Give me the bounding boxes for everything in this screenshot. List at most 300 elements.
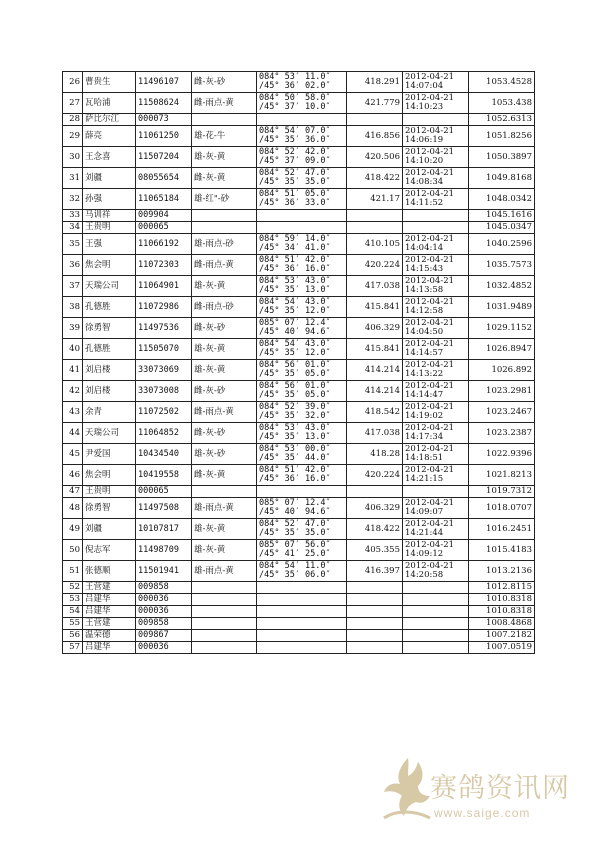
ring-number-cell: 11072986 (136, 297, 192, 318)
latitude-text: /45° 35′ 36.0″ (259, 135, 331, 145)
rank-cell: 40 (63, 339, 83, 360)
speed-cell: 1018.0707 (469, 498, 535, 519)
watermark (378, 752, 578, 832)
pigeon-description-cell: 雄-雨点-黄 (192, 561, 257, 582)
ring-number-cell: 08055654 (136, 168, 192, 189)
arrival-time-cell (403, 147, 469, 168)
pigeon-description-cell: 雄-红"-砂 (192, 189, 257, 210)
speed-cell: 1023.2387 (469, 423, 535, 444)
pigeon-description-cell: 雄-灰-黄 (192, 540, 257, 561)
coordinates-cell (257, 642, 347, 654)
rank-cell: 57 (63, 642, 83, 654)
latitude-text: /45° 35′ 32.0″ (259, 411, 331, 421)
pigeon-description-cell: 雌-灰-砂 (192, 423, 257, 444)
longitude-text: 084° 54′ 11.0″ (259, 561, 331, 571)
latitude-text: /45° 35′ 06.0″ (259, 570, 331, 580)
speed-cell: 1008.4868 (469, 618, 535, 630)
ring-number-cell: 11072303 (136, 255, 192, 276)
pigeon-description-cell: 雌-灰-黄 (192, 465, 257, 486)
arrival-time-cell (403, 540, 469, 561)
arrival-time-cell (403, 582, 469, 594)
distance-cell: 418.422 (347, 168, 403, 189)
table-row (63, 93, 535, 114)
distance-cell (347, 618, 403, 630)
pigeon-description-cell: 雄-灰-黄 (192, 276, 257, 297)
latitude-text: /45° 36′ 16.0″ (259, 474, 331, 484)
arrival-clock-text: 14:13:58 (405, 285, 444, 295)
table-row (63, 318, 535, 339)
name-cell: 薛亮 (83, 126, 136, 147)
arrival-clock-text: 14:14:47 (405, 390, 444, 400)
table-row (63, 381, 535, 402)
latitude-text: /45° 36′ 16.0″ (259, 264, 331, 274)
arrival-time-cell (403, 318, 469, 339)
coordinates-cell (257, 444, 347, 465)
name-cell: 孔德胜 (83, 339, 136, 360)
speed-cell: 1040.2596 (469, 234, 535, 255)
ring-number-cell: 000073 (136, 114, 192, 126)
distance-cell: 420.224 (347, 465, 403, 486)
name-cell: 王营建 (83, 582, 136, 594)
speed-cell: 1032.4852 (469, 276, 535, 297)
arrival-clock-text: 14:10:20 (405, 156, 444, 166)
name-cell: 吕建华 (83, 606, 136, 618)
pigeon-description-cell: 雌-灰-砂 (192, 72, 257, 93)
ring-number-cell: 009867 (136, 630, 192, 642)
arrival-date-text: 2012-04-21 (405, 402, 455, 412)
arrival-clock-text: 14:15:43 (405, 264, 444, 274)
table-row (63, 72, 535, 93)
speed-cell: 1050.3897 (469, 147, 535, 168)
name-cell: 萨比尔江 (83, 114, 136, 126)
distance-cell (347, 210, 403, 222)
rank-cell: 54 (63, 606, 83, 618)
speed-cell: 1052.6313 (469, 114, 535, 126)
arrival-time-cell (403, 486, 469, 498)
distance-cell: 417.038 (347, 276, 403, 297)
table-row (63, 360, 535, 381)
arrival-time-cell (403, 498, 469, 519)
distance-cell: 418.542 (347, 402, 403, 423)
arrival-clock-text: 14:09:12 (405, 549, 444, 559)
name-cell: 温荣德 (83, 630, 136, 642)
pigeon-description-cell (192, 114, 257, 126)
name-cell: 倪志军 (83, 540, 136, 561)
speed-cell: 1045.1616 (469, 210, 535, 222)
latitude-text: /45° 36′ 02.0″ (259, 81, 331, 91)
arrival-date-text: 2012-04-21 (405, 234, 455, 244)
results-table (62, 71, 535, 654)
arrival-time-cell (403, 423, 469, 444)
longitude-text: 084° 52′ 42.0″ (259, 147, 331, 157)
rank-cell: 37 (63, 276, 83, 297)
rank-cell: 47 (63, 486, 83, 498)
name-cell: 尹爱国 (83, 444, 136, 465)
arrival-clock-text: 14:17:34 (405, 432, 444, 442)
coordinates-cell (257, 234, 347, 255)
latitude-text: /45° 35′ 05.0″ (259, 369, 331, 379)
arrival-clock-text: 14:09:07 (405, 507, 444, 517)
pigeon-description-cell: 雄-灰-砂 (192, 444, 257, 465)
ring-number-cell: 11497508 (136, 498, 192, 519)
arrival-clock-text: 14:13:22 (405, 369, 444, 379)
arrival-clock-text: 14:08:34 (405, 177, 444, 187)
pigeon-description-cell: 雌-雨点-黄 (192, 402, 257, 423)
ring-number-cell: 10434540 (136, 444, 192, 465)
distance-cell (347, 222, 403, 234)
name-cell: 天瑞公司 (83, 276, 136, 297)
rank-cell: 41 (63, 360, 83, 381)
speed-cell: 1026.892 (469, 360, 535, 381)
pigeon-description-cell (192, 594, 257, 606)
arrival-time-cell (403, 222, 469, 234)
ring-number-cell: 000036 (136, 642, 192, 654)
coordinates-cell (257, 561, 347, 582)
arrival-date-text: 2012-04-21 (405, 255, 455, 265)
name-cell: 徐勇智 (83, 318, 136, 339)
pigeon-description-cell: 雌-雨点-砂 (192, 297, 257, 318)
ring-number-cell: 009858 (136, 582, 192, 594)
arrival-clock-text: 14:04:14 (405, 243, 444, 253)
arrival-time-cell (403, 339, 469, 360)
ring-number-cell: 000065 (136, 486, 192, 498)
rank-cell: 52 (63, 582, 83, 594)
distance-cell: 406.329 (347, 318, 403, 339)
latitude-text: /45° 35′ 13.0″ (259, 432, 331, 442)
arrival-clock-text: 14:10:23 (405, 102, 444, 112)
distance-cell: 421.779 (347, 93, 403, 114)
table-row (63, 168, 535, 189)
longitude-text: 084° 52′ 39.0″ (259, 402, 331, 412)
ring-number-cell: 11065184 (136, 189, 192, 210)
coordinates-cell (257, 276, 347, 297)
pigeon-description-cell: 雄-雨点-黄 (192, 498, 257, 519)
rank-cell: 45 (63, 444, 83, 465)
ring-number-cell: 11064901 (136, 276, 192, 297)
arrival-time-cell (403, 606, 469, 618)
rank-cell: 46 (63, 465, 83, 486)
coordinates-cell (257, 147, 347, 168)
longitude-text: 084° 52′ 47.0″ (259, 519, 331, 529)
latitude-text: /45° 35′ 35.0″ (259, 528, 331, 538)
table-row (63, 594, 535, 606)
arrival-date-text: 2012-04-21 (405, 297, 455, 307)
coordinates-cell (257, 519, 347, 540)
longitude-text: 084° 54′ 43.0″ (259, 339, 331, 349)
arrival-time-cell (403, 114, 469, 126)
table-row (63, 222, 535, 234)
table-row (63, 465, 535, 486)
distance-cell: 420.224 (347, 255, 403, 276)
coordinates-cell (257, 381, 347, 402)
arrival-clock-text: 14:20:58 (405, 570, 444, 580)
ring-number-cell: 11505070 (136, 339, 192, 360)
latitude-text: /45° 35′ 35.0″ (259, 177, 331, 187)
speed-cell: 1010.8318 (469, 606, 535, 618)
rank-cell: 29 (63, 126, 83, 147)
pigeon-description-cell (192, 630, 257, 642)
speed-cell: 1007.2182 (469, 630, 535, 642)
name-cell: 王念喜 (83, 147, 136, 168)
distance-cell: 421.17 (347, 189, 403, 210)
arrival-time-cell (403, 465, 469, 486)
latitude-text: /45° 36′ 33.0″ (259, 198, 331, 208)
latitude-text: /45° 41′ 25.0″ (259, 549, 331, 559)
distance-cell: 416.856 (347, 126, 403, 147)
arrival-date-text: 2012-04-21 (405, 498, 455, 508)
arrival-time-cell (403, 189, 469, 210)
ring-number-cell: 009858 (136, 618, 192, 630)
coordinates-cell (257, 630, 347, 642)
pigeon-description-cell (192, 642, 257, 654)
arrival-time-cell (403, 234, 469, 255)
speed-cell: 1022.9396 (469, 444, 535, 465)
rank-cell: 53 (63, 594, 83, 606)
pigeon-description-cell: 雌-雨点-黄 (192, 255, 257, 276)
ring-number-cell: 33073069 (136, 360, 192, 381)
pigeon-description-cell (192, 210, 257, 222)
arrival-clock-text: 14:19:02 (405, 411, 444, 421)
pigeon-description-cell: 雄-灰-黄 (192, 519, 257, 540)
ring-number-cell: 11507204 (136, 147, 192, 168)
pigeon-description-cell: 雌-灰-黄 (192, 168, 257, 189)
table-row (63, 519, 535, 540)
name-cell: 徐勇智 (83, 498, 136, 519)
table-row (63, 486, 535, 498)
longitude-text: 084° 53′ 11.0″ (259, 72, 331, 82)
distance-cell (347, 594, 403, 606)
table-row (63, 402, 535, 423)
coordinates-cell (257, 93, 347, 114)
coordinates-cell (257, 582, 347, 594)
name-cell: 孔德胜 (83, 297, 136, 318)
latitude-text: /45° 35′ 05.0″ (259, 390, 331, 400)
rank-cell: 32 (63, 189, 83, 210)
coordinates-cell (257, 210, 347, 222)
coordinates-cell (257, 606, 347, 618)
name-cell: 焦会明 (83, 465, 136, 486)
arrival-time-cell (403, 561, 469, 582)
arrival-clock-text: 14:14:57 (405, 348, 444, 358)
distance-cell: 418.28 (347, 444, 403, 465)
latitude-text: /45° 35′ 13.0″ (259, 285, 331, 295)
table-row (63, 582, 535, 594)
arrival-time-cell (403, 594, 469, 606)
arrival-date-text: 2012-04-21 (405, 276, 455, 286)
pigeon-description-cell: 雄-灰-黄 (192, 360, 257, 381)
distance-cell: 414.214 (347, 360, 403, 381)
arrival-time-cell (403, 297, 469, 318)
rank-cell: 28 (63, 114, 83, 126)
longitude-text: 084° 51′ 42.0″ (259, 255, 331, 265)
rank-cell: 49 (63, 519, 83, 540)
coordinates-cell (257, 255, 347, 276)
coordinates-cell (257, 126, 347, 147)
ring-number-cell: 11497536 (136, 318, 192, 339)
arrival-time-cell (403, 444, 469, 465)
latitude-text: /45° 35′ 44.0″ (259, 453, 331, 463)
speed-cell: 1029.1152 (469, 318, 535, 339)
rank-cell: 35 (63, 234, 83, 255)
coordinates-cell (257, 168, 347, 189)
arrival-date-text: 2012-04-21 (405, 318, 455, 328)
longitude-text: 084° 51′ 05.0″ (259, 189, 331, 199)
longitude-text: 085° 07′ 12.4″ (259, 318, 331, 328)
name-cell: 王强 (83, 234, 136, 255)
arrival-date-text: 2012-04-21 (405, 72, 455, 82)
name-cell: 吕建华 (83, 642, 136, 654)
ring-number-cell: 11496107 (136, 72, 192, 93)
longitude-text: 084° 51′ 42.0″ (259, 465, 331, 475)
results-table-body (63, 72, 535, 654)
name-cell: 刘启楼 (83, 381, 136, 402)
table-row (63, 297, 535, 318)
coordinates-cell (257, 189, 347, 210)
distance-cell: 420.506 (347, 147, 403, 168)
rank-cell: 43 (63, 402, 83, 423)
ring-number-cell: 11072502 (136, 402, 192, 423)
arrival-clock-text: 14:18:51 (405, 453, 444, 463)
speed-cell: 1021.8213 (469, 465, 535, 486)
speed-cell: 1049.8168 (469, 168, 535, 189)
speed-cell: 1019.7312 (469, 486, 535, 498)
distance-cell: 416.397 (347, 561, 403, 582)
arrival-time-cell (403, 210, 469, 222)
table-row (63, 561, 535, 582)
table-row (63, 210, 535, 222)
longitude-text: 084° 56′ 01.0″ (259, 360, 331, 370)
coordinates-cell (257, 465, 347, 486)
arrival-date-text: 2012-04-21 (405, 168, 455, 178)
distance-cell: 417.038 (347, 423, 403, 444)
arrival-time-cell (403, 126, 469, 147)
speed-cell: 1045.0347 (469, 222, 535, 234)
ring-number-cell: 11066192 (136, 234, 192, 255)
name-cell: 孙强 (83, 189, 136, 210)
speed-cell: 1015.4183 (469, 540, 535, 561)
arrival-date-text: 2012-04-21 (405, 126, 455, 136)
pigeon-description-cell (192, 618, 257, 630)
arrival-time-cell (403, 276, 469, 297)
ring-number-cell: 009904 (136, 210, 192, 222)
coordinates-cell (257, 486, 347, 498)
arrival-clock-text: 14:06:19 (405, 135, 444, 145)
rank-cell: 39 (63, 318, 83, 339)
distance-cell (347, 630, 403, 642)
arrival-time-cell (403, 381, 469, 402)
latitude-text: /45° 35′ 12.0″ (259, 306, 331, 316)
latitude-text: /45° 34′ 41.0″ (259, 243, 331, 253)
pigeon-description-cell (192, 606, 257, 618)
rank-cell: 27 (63, 93, 83, 114)
distance-cell: 418.291 (347, 72, 403, 93)
rank-cell: 42 (63, 381, 83, 402)
latitude-text: /45° 37′ 09.0″ (259, 156, 331, 166)
coordinates-cell (257, 360, 347, 381)
watermark-title: 赛鸽资讯网 (430, 773, 570, 804)
speed-cell: 1053.438 (469, 93, 535, 114)
speed-cell: 1031.9489 (469, 297, 535, 318)
pigeon-description-cell (192, 222, 257, 234)
speed-cell: 1053.4528 (469, 72, 535, 93)
pigeon-description-cell: 雌-灰-砂 (192, 381, 257, 402)
distance-cell: 415.841 (347, 297, 403, 318)
table-row (63, 606, 535, 618)
distance-cell: 406.329 (347, 498, 403, 519)
arrival-time-cell (403, 93, 469, 114)
distance-cell (347, 606, 403, 618)
name-cell: 马训祥 (83, 210, 136, 222)
distance-cell: 414.214 (347, 381, 403, 402)
table-row (63, 114, 535, 126)
coordinates-cell (257, 297, 347, 318)
arrival-date-text: 2012-04-21 (405, 360, 455, 370)
name-cell: 吕建华 (83, 594, 136, 606)
arrival-time-cell (403, 630, 469, 642)
longitude-text: 084° 53′ 43.0″ (259, 423, 331, 433)
coordinates-cell (257, 339, 347, 360)
arrival-clock-text: 14:21:15 (405, 474, 444, 484)
distance-cell (347, 582, 403, 594)
table-row (63, 126, 535, 147)
ring-number-cell: 11064852 (136, 423, 192, 444)
coordinates-cell (257, 618, 347, 630)
speed-cell: 1023.2467 (469, 402, 535, 423)
coordinates-cell (257, 402, 347, 423)
longitude-text: 085° 07′ 56.0″ (259, 540, 331, 550)
arrival-time-cell (403, 642, 469, 654)
arrival-date-text: 2012-04-21 (405, 444, 455, 454)
arrival-clock-text: 14:12:58 (405, 306, 444, 316)
distance-cell (347, 486, 403, 498)
arrival-date-text: 2012-04-21 (405, 189, 455, 199)
longitude-text: 084° 50′ 58.0″ (259, 93, 331, 103)
latitude-text: /45° 40′ 94.6″ (259, 507, 331, 517)
latitude-text: /45° 40′ 94.6″ (259, 327, 331, 337)
arrival-time-cell (403, 168, 469, 189)
arrival-clock-text: 14:07:04 (405, 81, 444, 91)
latitude-text: /45° 37′ 10.0″ (259, 102, 331, 112)
name-cell: 刘疆 (83, 519, 136, 540)
rank-cell: 26 (63, 72, 83, 93)
table-row (63, 618, 535, 630)
arrival-time-cell (403, 618, 469, 630)
speed-cell: 1026.8947 (469, 339, 535, 360)
name-cell: 王贵明 (83, 222, 136, 234)
speed-cell: 1012.8115 (469, 582, 535, 594)
arrival-date-text: 2012-04-21 (405, 540, 455, 550)
name-cell: 曹贵生 (83, 72, 136, 93)
coordinates-cell (257, 594, 347, 606)
longitude-text: 084° 56′ 01.0″ (259, 381, 331, 391)
name-cell: 刘启楼 (83, 360, 136, 381)
arrival-clock-text: 14:11:52 (405, 198, 444, 208)
name-cell: 天瑞公司 (83, 423, 136, 444)
table-row (63, 255, 535, 276)
name-cell: 张德顺 (83, 561, 136, 582)
pigeon-description-cell (192, 486, 257, 498)
speed-cell: 1016.2451 (469, 519, 535, 540)
ring-number-cell: 11501941 (136, 561, 192, 582)
arrival-time-cell (403, 402, 469, 423)
distance-cell: 410.105 (347, 234, 403, 255)
rank-cell: 51 (63, 561, 83, 582)
longitude-text: 084° 54′ 07.0″ (259, 126, 331, 136)
pigeon-description-cell: 雌-雨点-黄 (192, 93, 257, 114)
coordinates-cell (257, 318, 347, 339)
longitude-text: 084° 53′ 43.0″ (259, 276, 331, 286)
arrival-date-text: 2012-04-21 (405, 147, 455, 157)
